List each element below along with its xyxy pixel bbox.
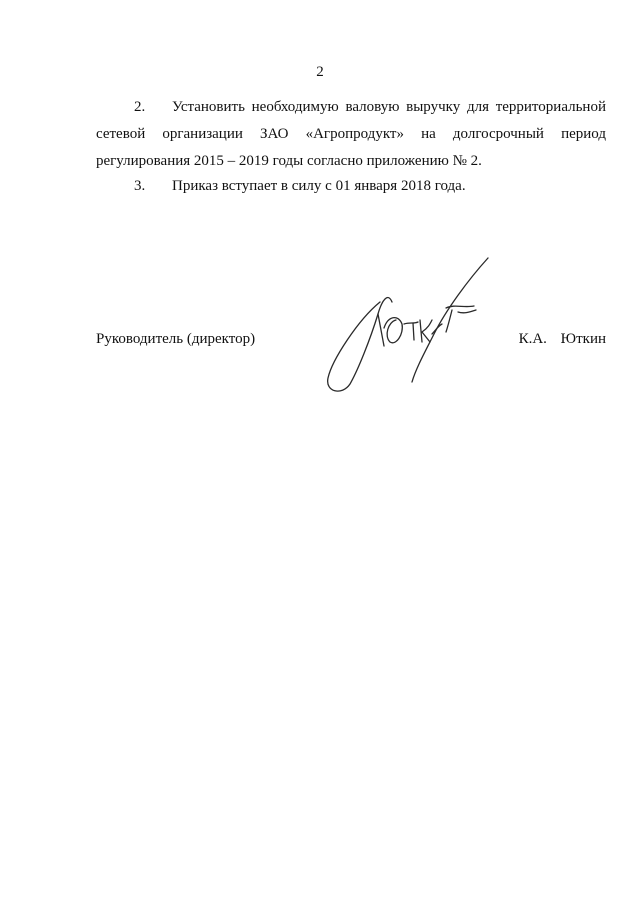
paragraph-2 [96, 94, 606, 175]
signatory-name: К.А. Юткин [518, 331, 606, 347]
paragraph-number: 2. [134, 99, 146, 115]
page-number: 2 [316, 64, 324, 80]
signature-icon [318, 250, 498, 400]
paragraph-number: 3. [134, 178, 146, 194]
signatory-title: Руководитель (директор) [96, 331, 256, 347]
paragraph-text: Приказ вступает в силу с 01 января 2018 года. [172, 178, 466, 194]
paragraph-3 [96, 173, 606, 200]
paragraph-text: Установить необходимую валовую выручку для территориальной сетевой организации ЗАО «Агропродукт» на долгосрочный период регулирования 2015 – 2019 годы согласно приложению № 2. [96, 99, 606, 169]
